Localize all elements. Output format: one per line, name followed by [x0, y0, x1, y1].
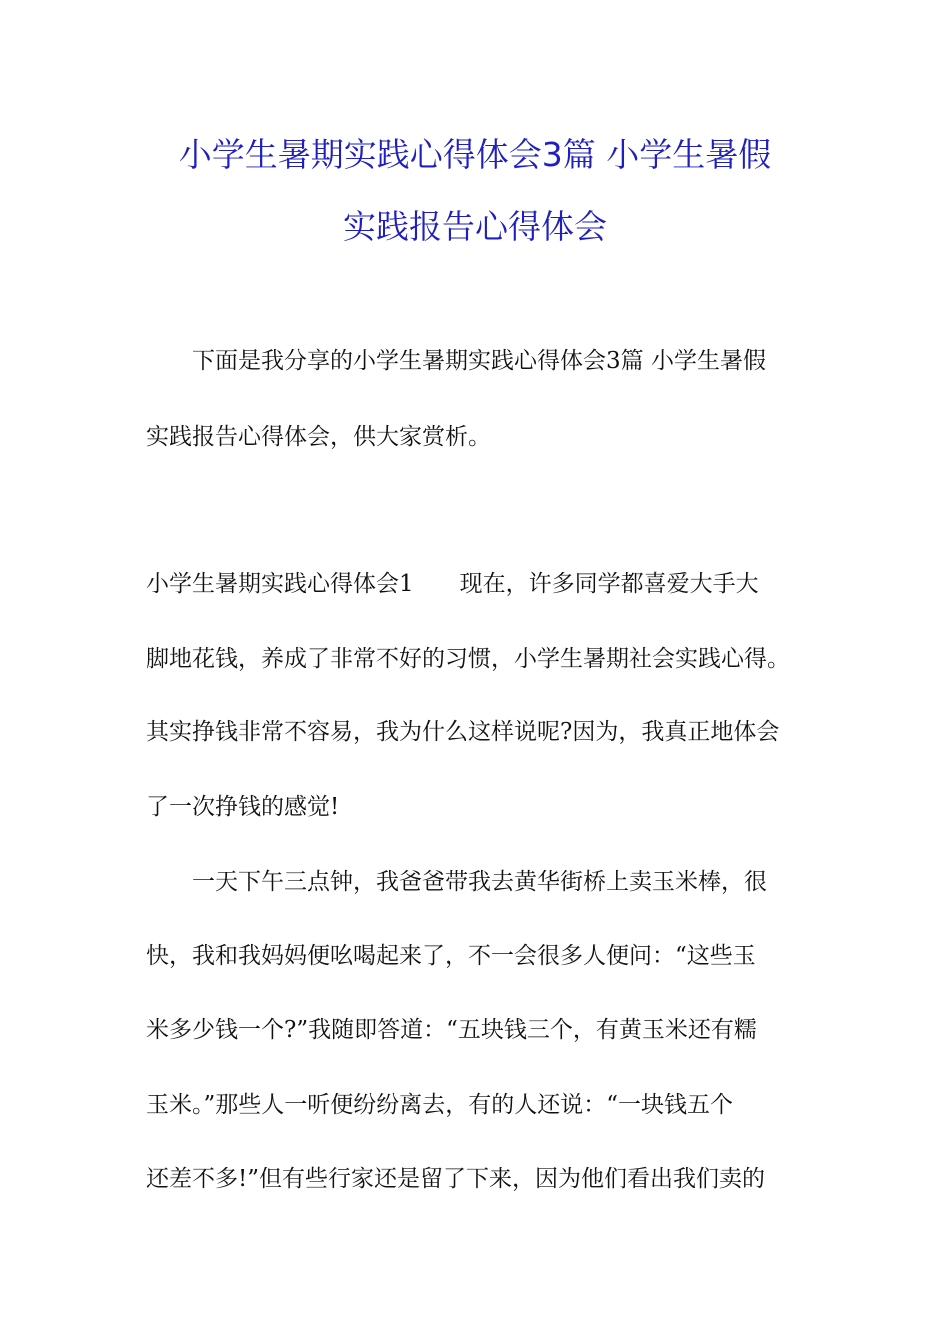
paragraph-line: 脚地花钱，养成了非常不好的习惯，小学生暑期社会实践心得。	[146, 646, 790, 672]
paragraph-line: 其实挣钱非常不容易，我为什么这样说呢?因为，我真正地体会	[146, 719, 780, 745]
document-title-line-1: 小学生暑期实践心得体会3篇 小学生暑假	[178, 135, 772, 174]
paragraph-line: 米多少钱一个?”我随即答道：“五块钱三个，有黄玉米还有糯	[146, 1017, 757, 1043]
paragraph-line: 实践报告心得体会，供大家赏析。	[146, 424, 491, 450]
paragraph-line: 下面是我分享的小学生暑期实践心得体会3篇 小学生暑假	[192, 348, 766, 374]
paragraph-line: 一天下午三点钟，我爸爸带我去黄华街桥上卖玉米棒，很	[192, 869, 767, 895]
paragraph-line: 了一次挣钱的感觉!	[146, 794, 340, 820]
document-title-line-2: 实践报告心得体会	[343, 207, 607, 246]
paragraph-line: 快，我和我妈妈便吆喝起来了，不一会很多人便问：“这些玉	[146, 943, 756, 969]
paragraph-line: 还差不多!”但有些行家还是留了下来，因为他们看出我们卖的	[146, 1166, 766, 1192]
paragraph-line: 小学生暑期实践心得体会1 现在，许多同学都喜爱大手大	[146, 571, 759, 597]
paragraph-line: 玉米。”那些人一听便纷纷离去，有的人还说：“一块钱五个	[146, 1092, 734, 1118]
